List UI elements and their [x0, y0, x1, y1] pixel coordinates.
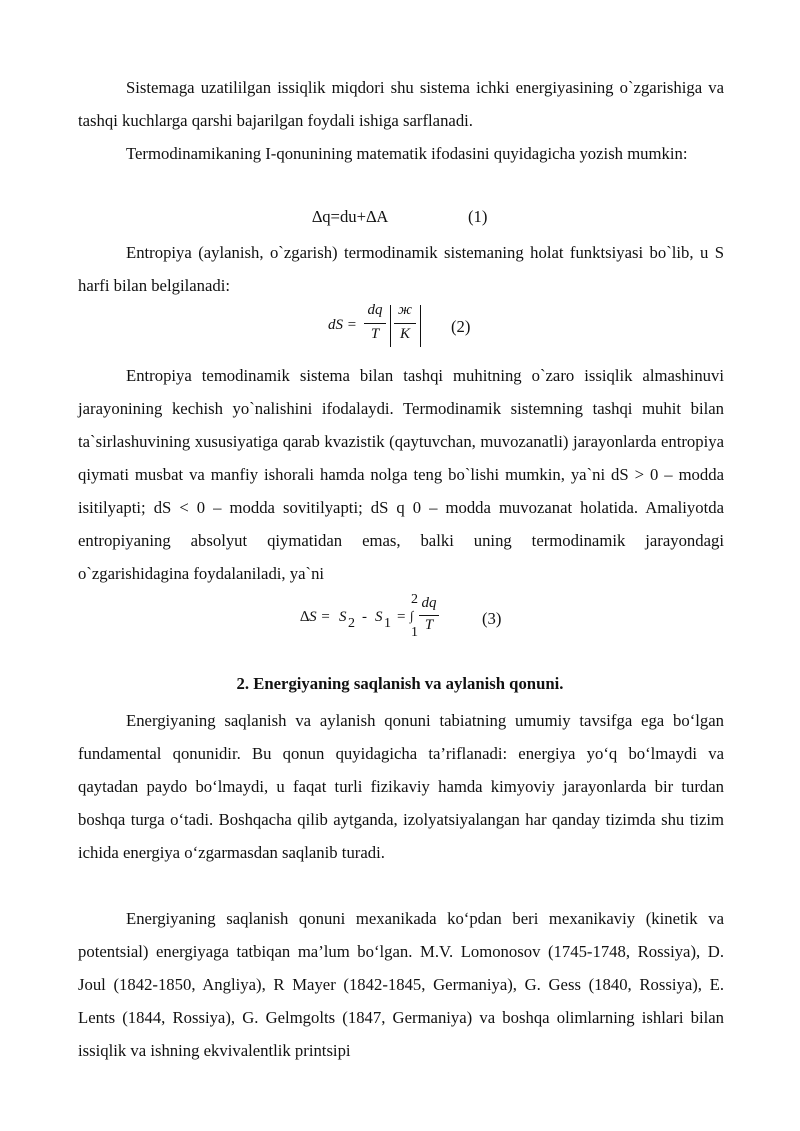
equation-3-s1: S [375, 609, 383, 625]
equation-3-lhs: ∆S = [300, 609, 331, 625]
equation-3-s2: S [339, 609, 347, 625]
equation-2-unit-denominator: K [399, 326, 410, 342]
equation-3-minus: - [362, 609, 367, 625]
equation-2-denominator: T [370, 326, 380, 342]
equation-3-number: (3) [482, 609, 502, 628]
equation-3-numerator: dq [421, 595, 437, 611]
equation-3-lower-limit: 1 [411, 625, 418, 640]
paragraph-conservation-law: Energiyaning saqlanish va aylanish qonuni tabiatning umumiy tavsifga ega bo‘lgan fundamental qonunidir. Bu qonun quyidagicha ta’riflanadi: energiya yo‘q bo‘lmaydi va qaytadan paydo bo‘lmaydi, u faqat turli fizikaviy hamda kimyoviy jarayonlarda bir turdan boshqa turga o‘tadi. Boshqacha qilib aytganda, izolyatsiyalangan har qanday tizimda shu tizim ichida energiya o‘zgarmasdan saqlanib turadi. [78, 711, 724, 862]
equation-2-left-bracket [390, 305, 391, 347]
equation-2-numerator: dq [367, 302, 383, 318]
section-heading: 2. Energiyaning saqlanish va aylanish qonuni. [236, 674, 564, 693]
equation-3-upper-limit: 2 [411, 592, 418, 607]
paragraph-history: Energiyaning saqlanish qonuni mexanikada ko‘pdan beri mexanikaviy (kinetik va potentsial) energiyaga tatbiqan ma’lum bo‘lgan. M.V. Lomonosov (1745-1748, Rossiya), D. Joul (1842-1850, Angliya), R Mayer (1842-1845, Germaniya), G. Gess (1840, Rossiya), E. Lents (1844, Rossiya), G. Gelmgolts (1847, Germaniya) va boshqa olimlarning ishlari bilan issiqlik va ishning ekvivalentlik printsipi [78, 909, 724, 1060]
equation-2-right-bracket [420, 305, 421, 347]
equation-1-number: (1) [468, 207, 488, 226]
equation-1 [312, 207, 388, 227]
equation-2-lhs: dS = [328, 317, 357, 333]
equation-2-unit-numerator: ж [398, 302, 412, 318]
paragraph-entropy-definition: Entropiya (aylanish, o`zgarish) termodinamik sistemaning holat funktsiyasi bo`lib, u S harfi bilan belgilanadi: [78, 243, 724, 295]
equation-2-unit-bar [394, 323, 416, 324]
equation-2-fraction-bar [364, 323, 386, 324]
equation-3-sub2: 2 [348, 616, 355, 631]
equation-3-sub1: 1 [384, 616, 391, 631]
paragraph-first-law-intro: Termodinamikaning I-qonunining matematik ifodasini quyidagicha yozish mumkin: [126, 144, 688, 163]
equation-3-fraction-bar [419, 615, 439, 616]
paragraph-entropy-direction: Entropiya temodinamik sistema bilan tashqi muhitning o`zaro issiqlik almashinuvi jarayonining kechish yo`nalishini ifodalaydi. Termodinamik sistemning tashqi muhit bilan ta`sirlashuvining xususiyatiga qarab kvazistik (qaytuvchan, muvozanatli) jarayonlarda entropiya qiymati musbat va manfiy ishorali hamda nolga teng bo`lishi mumkin, ya`ni dS > 0 – modda isitilyapti; dS < 0 – modda sovitilyapti; dS q 0 – modda muvozanat holatida. Amaliyotda entropiyaning absolyut qiymatidan emas, balki uning termodinamik jarayondagi o`zgarishidagina foydalaniladi, ya`ni [78, 366, 724, 583]
equation-1-body: ∆q=du+∆A [312, 207, 389, 226]
equation-3-denominator: T [424, 617, 434, 633]
equation-3-integral: ∫ [410, 608, 414, 623]
paragraph-heat-distribution: Sistemaga uzatililgan issiqlik miqdori shu sistema ichki energiyasining o`zgarishiga va tashqi kuchlarga qarshi bajarilgan foydali ishiga sarflanadi. [78, 78, 724, 130]
equation-2-number: (2) [451, 317, 471, 336]
equation-3-equals: = [397, 609, 406, 625]
